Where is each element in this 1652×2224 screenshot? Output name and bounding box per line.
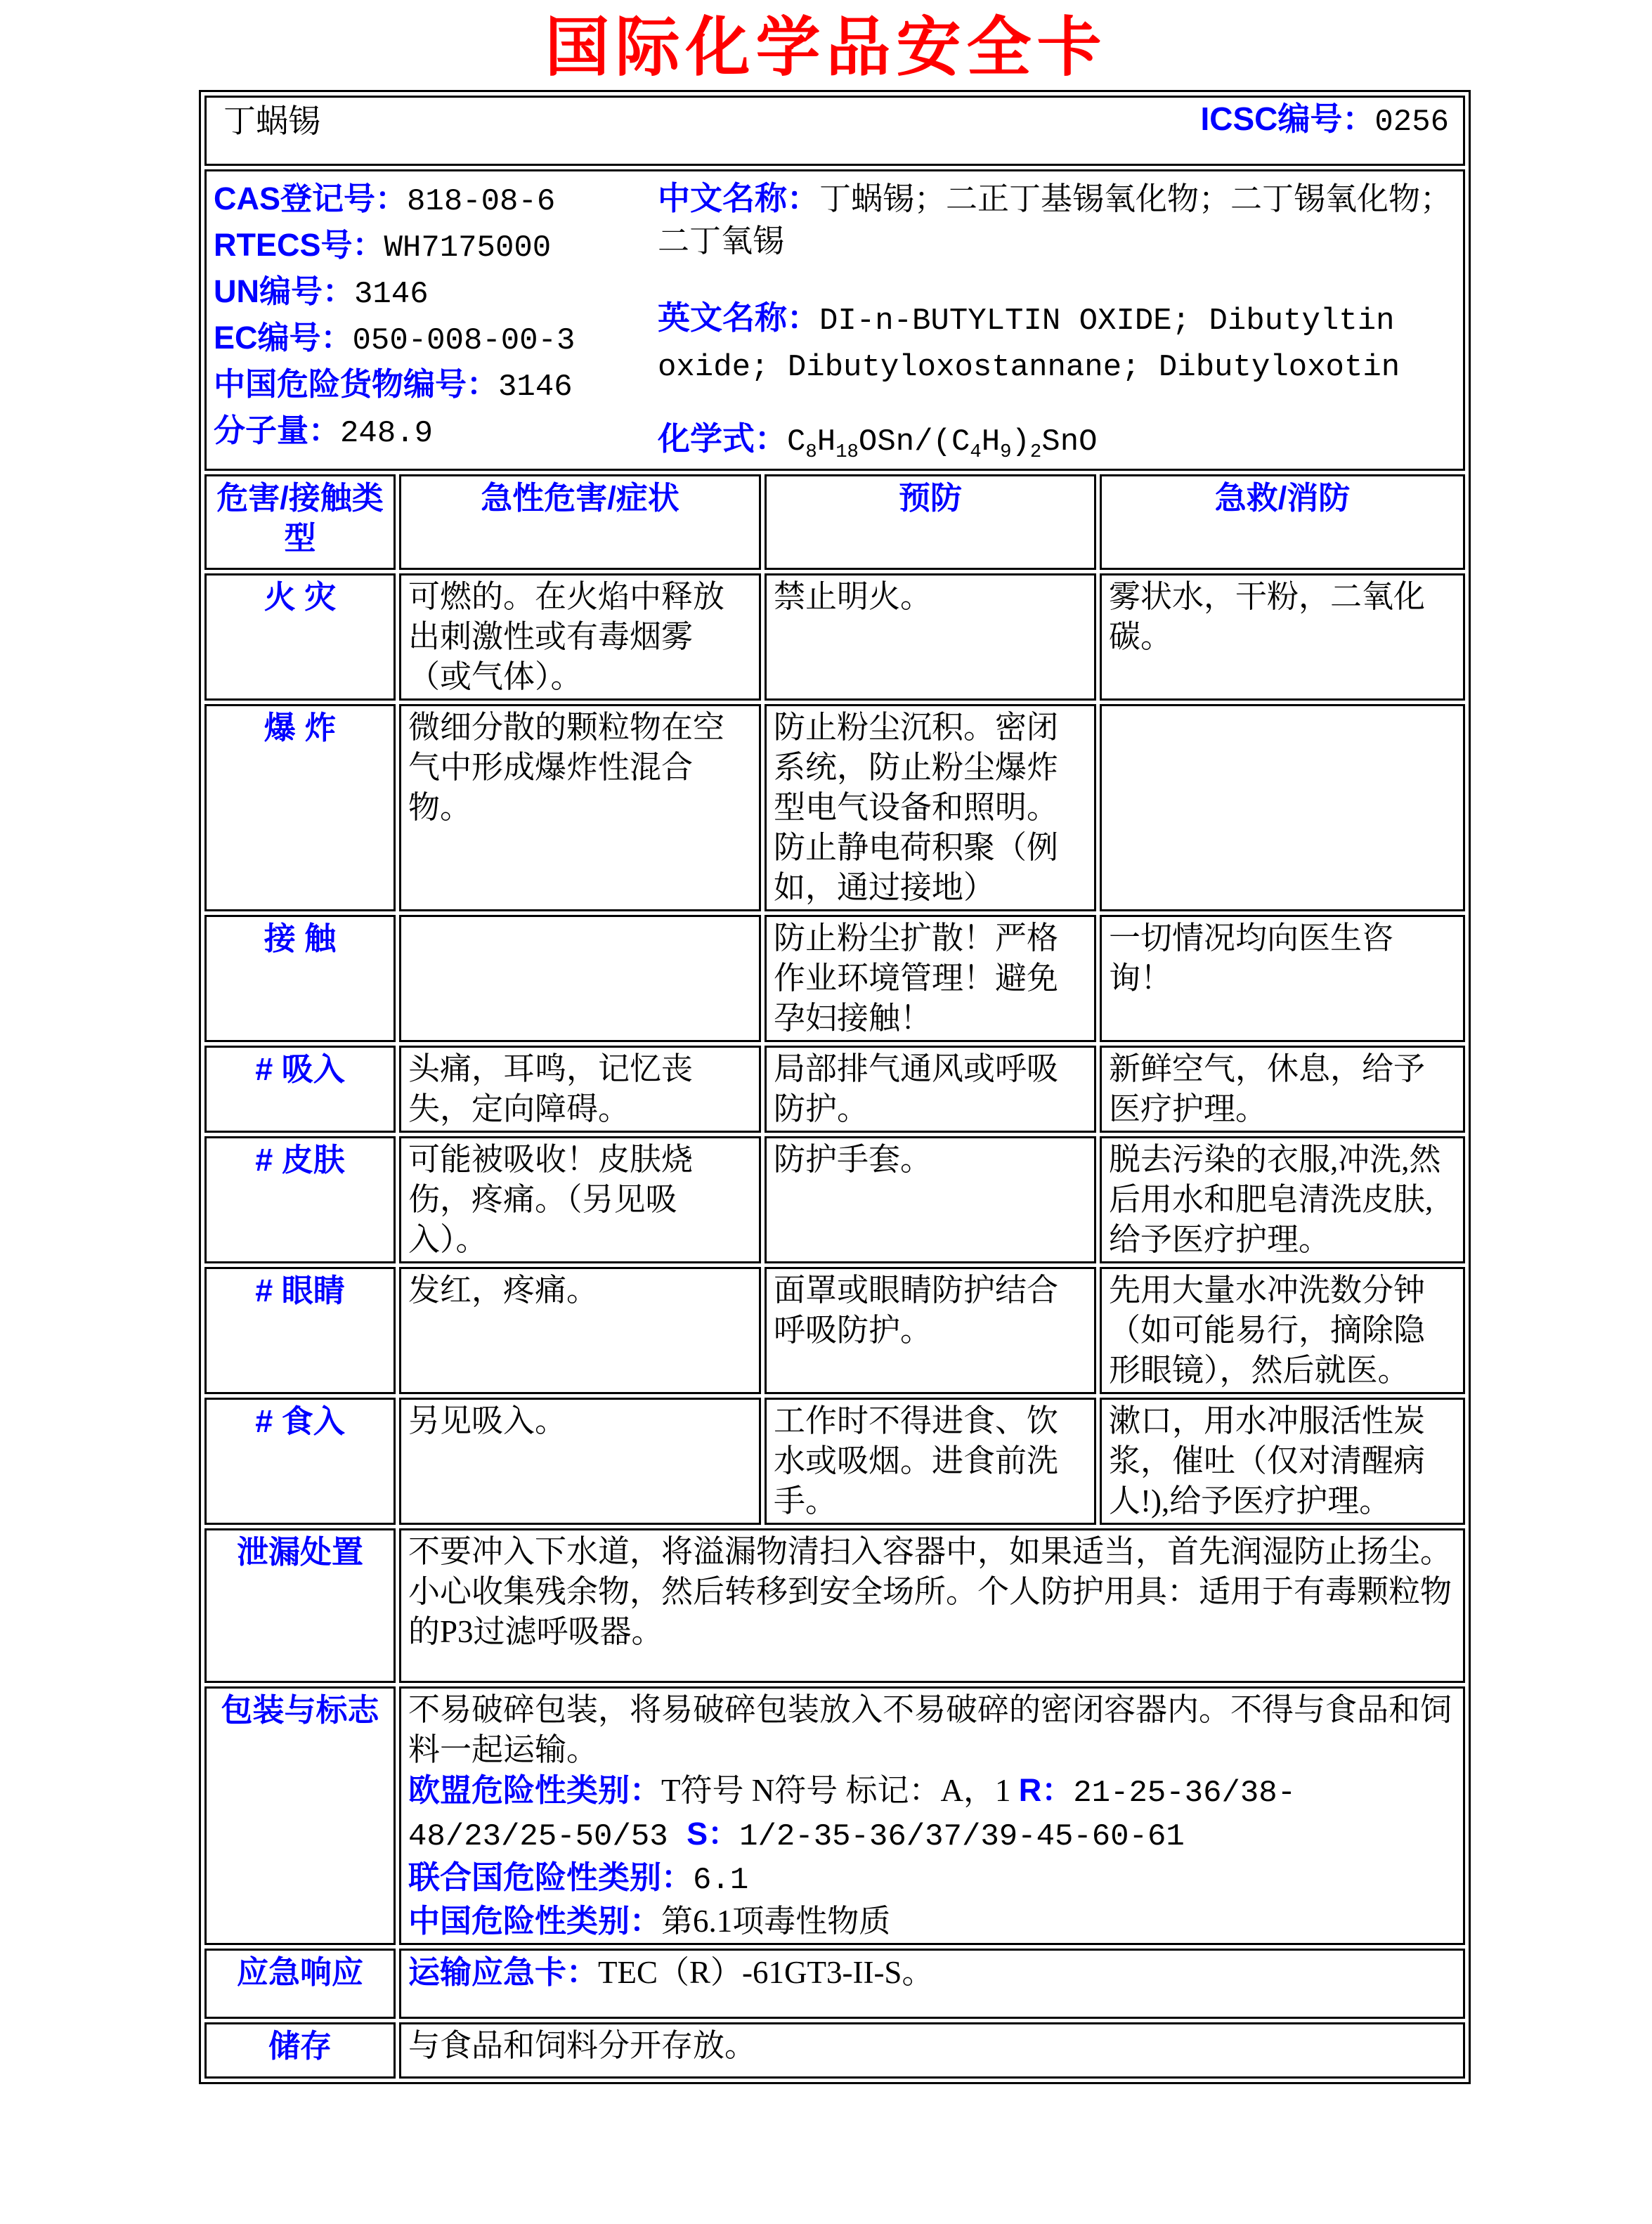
column-header-hazard-type: 危害/接触类型 — [204, 474, 396, 570]
section-row-storage — [204, 2022, 1465, 2079]
hazard-row-label-ingestion: # 食入 — [204, 1398, 396, 1525]
explosion-symptoms-cell: 微细分散的颗粒物在空气中形成爆炸性混合物。 — [399, 704, 761, 911]
icsc-number-group — [1201, 99, 1457, 143]
contact-symptoms-cell — [399, 915, 761, 1042]
skin-prevention-cell: 防护手套。 — [765, 1136, 1096, 1263]
ec-number-line — [214, 316, 658, 363]
storage-content: 与食品和饲料分开存放。 — [399, 2022, 1465, 2079]
explosion-prevention-cell: 防止粉尘沉积。密闭系统，防止粉尘爆炸型电气设备和照明。防止静电荷积聚（例如，通过接地） — [765, 704, 1096, 911]
section-row-packaging-labelling — [204, 1686, 1465, 1945]
column-header-symptoms: 急性危害/症状 — [399, 474, 761, 570]
hazard-row-label-skin: # 皮肤 — [204, 1136, 396, 1263]
eyes-symptoms-cell: 发红，疼痛。 — [399, 1267, 761, 1394]
chinese-name-value: 丁蜗锡；二正丁基锡氧化物；二丁锡氧化物；二丁氧锡 — [658, 181, 1452, 259]
inhalation-firstaid-cell: 新鲜空气，休息，给予医疗护理。 — [1100, 1046, 1465, 1133]
formula-line — [658, 417, 1456, 463]
inhalation-symptoms-cell: 头痛，耳鸣，记忆丧失，定向障碍。 — [399, 1046, 761, 1133]
names-column — [658, 177, 1456, 463]
english-name-value: DI-n-BUTYLTIN OXIDE; Dibutyltin oxide; Dibutyloxostannane; Dibutyloxotin — [658, 304, 1400, 385]
cas-number-label: CAS登记号： — [214, 181, 408, 216]
un-number-value: 3146 — [354, 277, 429, 312]
emergency-response-content: 运输应急卡：TEC（R）-61GT3-II-S。 — [399, 1949, 1465, 2019]
section-row-spill-disposal — [204, 1528, 1465, 1683]
ec-number-label: EC编号： — [214, 320, 353, 356]
page-title: 国际化学品安全卡 — [545, 12, 1107, 84]
safety-card-table — [199, 90, 1471, 2084]
hazard-row-label-eyes: # 眼睛 — [204, 1267, 396, 1394]
rtecs-number-value: WH7175000 — [384, 230, 552, 266]
un-number-line — [214, 270, 658, 316]
section-row-emergency-response — [204, 1949, 1465, 2019]
chinese-name-label: 中文名称： — [658, 180, 819, 216]
formula-value: $C_8H_{18}OSn/(C_4H_9)_2SnO$ — [787, 424, 1098, 463]
china-dg-number-label: 中国危险货物编号： — [214, 366, 499, 402]
english-name-line — [658, 296, 1456, 389]
substance-name: 丁蜗锡 — [223, 103, 320, 139]
spill-disposal-content: 不要冲入下水道，将溢漏物清扫入容器中，如果适当，首先润湿防止扬尘。小心收集残余物，然后转移到安全场所。个人防护用具：适用于有毒颗粒物的P3过滤呼吸器。 — [399, 1528, 1465, 1683]
hazard-header-row — [204, 474, 1465, 570]
rtecs-number-label: RTECS号： — [214, 227, 384, 263]
substance-header-row — [204, 96, 1465, 166]
contact-prevention-cell: 防止粉尘扩散！严格作业环境管理！避免孕妇接触！ — [765, 915, 1096, 1042]
ingestion-prevention-cell: 工作时不得进食、饮水或吸烟。进食前洗手。 — [765, 1398, 1096, 1525]
cas-number-line — [214, 177, 658, 223]
china-dg-number-value: 3146 — [498, 370, 573, 405]
identification-cell — [204, 169, 1465, 471]
column-header-firstaid: 急救/消防 — [1100, 474, 1465, 570]
hazard-row-label-inhalation: # 吸入 — [204, 1046, 396, 1133]
icsc-number: 0256 — [1374, 105, 1450, 140]
ingestion-firstaid-cell: 漱口，用水冲服活性炭浆，催吐（仅对清醒病人!),给予医疗护理。 — [1100, 1398, 1465, 1525]
section-label-storage: 储存 — [204, 2022, 396, 2079]
skin-firstaid-cell: 脱去污染的衣服,冲洗,然后用水和肥皂清洗皮肤,给予医疗护理。 — [1100, 1136, 1465, 1263]
section-label-packaging-labelling: 包装与标志 — [204, 1686, 396, 1945]
substance-header-cell — [204, 96, 1465, 166]
fire-prevention-cell: 禁止明火。 — [765, 573, 1096, 701]
chinese-name-line — [658, 177, 1456, 262]
hazard-row-eyes — [204, 1267, 1465, 1394]
molecular-weight-line — [214, 409, 658, 455]
hazard-row-ingestion — [204, 1398, 1465, 1525]
identification-row — [204, 169, 1465, 471]
registry-numbers-column — [214, 177, 658, 463]
packaging-labelling-content: 不易破碎包装，将易破碎包装放入不易破碎的密闭容器内。不得与食品和饲料一起运输。 欧盟危险性类别：T符号 N符号 标记：A，1 R：21-25-36/38-48/23/25-50/53 S：1/2-35-36/37/39-45-60-61 联合国危险性类别：6.1 中国危险性类别：第6.1项毒性物质 — [399, 1686, 1465, 1945]
hazard-row-contact — [204, 915, 1465, 1042]
ingestion-symptoms-cell: 另见吸入。 — [399, 1398, 761, 1525]
eyes-prevention-cell: 面罩或眼睛防护结合呼吸防护。 — [765, 1267, 1096, 1394]
inhalation-prevention-cell: 局部排气通风或呼吸防护。 — [765, 1046, 1096, 1133]
hazard-row-fire — [204, 573, 1465, 701]
ec-number-value: 050-008-00-3 — [352, 323, 575, 358]
hazard-row-label-explosion: 爆 炸 — [204, 704, 396, 911]
english-name-label: 英文名称： — [658, 299, 819, 336]
hazard-row-label-contact: 接 触 — [204, 915, 396, 1042]
hazard-row-label-fire: 火 灾 — [204, 573, 396, 701]
column-header-prevention: 预防 — [765, 474, 1096, 570]
skin-symptoms-cell: 可能被吸收！皮肤烧伤，疼痛。（另见吸入）。 — [399, 1136, 761, 1263]
hazard-row-skin — [204, 1136, 1465, 1263]
fire-symptoms-cell: 可燃的。在火焰中释放出刺激性或有毒烟雾（或气体）。 — [399, 573, 761, 701]
section-label-spill-disposal: 泄漏处置 — [204, 1528, 396, 1683]
formula-label: 化学式： — [658, 420, 787, 457]
china-dg-number-line — [214, 363, 658, 409]
rtecs-number-line — [214, 223, 658, 270]
section-label-emergency-response: 应急响应 — [204, 1949, 396, 2019]
hazard-row-explosion — [204, 704, 1465, 911]
hazard-row-inhalation — [204, 1046, 1465, 1133]
molecular-weight-label: 分子量： — [214, 412, 341, 448]
un-number-label: UN编号： — [214, 273, 354, 309]
fire-firstaid-cell: 雾状水，干粉，二氧化碳。 — [1100, 573, 1465, 701]
contact-firstaid-cell: 一切情况均向医生咨询！ — [1100, 915, 1465, 1042]
molecular-weight-value: 248.9 — [340, 416, 434, 451]
cas-number-value: 818-08-6 — [407, 184, 556, 219]
explosion-firstaid-cell — [1100, 704, 1465, 911]
safety-card — [199, 90, 1466, 2084]
eyes-firstaid-cell: 先用大量水冲洗数分钟（如可能易行，摘除隐形眼镜），然后就医。 — [1100, 1267, 1465, 1394]
icsc-label: ICSC编号： — [1200, 100, 1375, 137]
